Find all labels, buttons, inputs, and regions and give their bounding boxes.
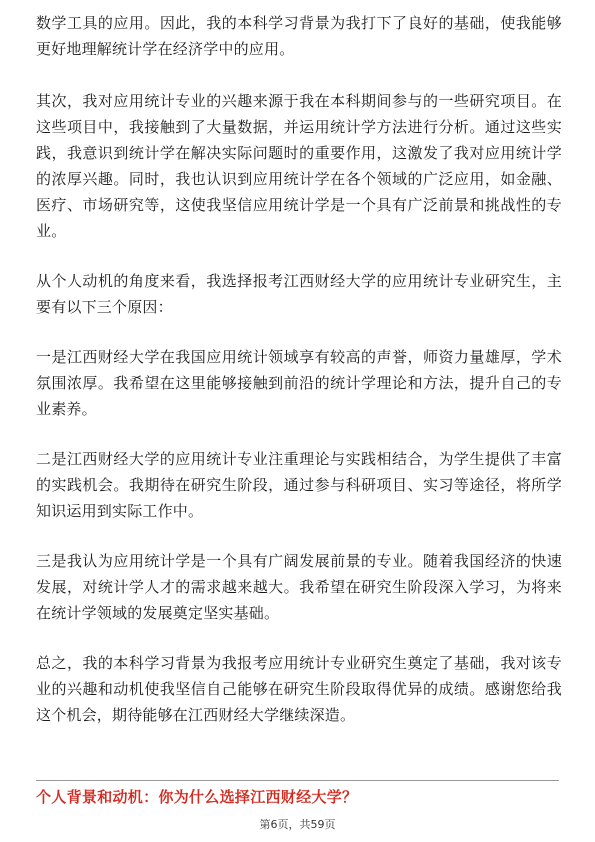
paragraph-background-conclusion: 数学工具的应用。因此，我的本科学习背景为我打下了良好的基础，使我能够更好地理解统计学在经济学中的应用。 [36,14,562,58]
paragraph-reason-one: 一是江西财经大学在我国应用统计领域享有较高的声誉，师资力量雄厚，学术氛围浓厚。我希望在这里能够接触到前沿的统计学理论和方法，提升自己的专业素养。 [36,348,562,418]
section-divider [36,780,559,781]
next-section-heading: 个人背景和动机：你为什么选择江西财经大学？ [36,788,358,806]
body-text [36,10,562,752]
paragraph-reason-three: 三是我认为应用统计学是一个具有广阔发展前景的专业。随着我国经济的快速发展，对统计学人才的需求越来越大。我希望在研究生阶段深入学习，为将来在统计学领域的发展奠定坚实基础。 [36,552,562,622]
paragraph-summary: 总之，我的本科学习背景为我报考应用统计专业研究生奠定了基础，我对该专业的兴趣和动机使我坚信自己能够在研究生阶段取得优异的成绩。感谢您给我这个机会，期待能够在江西财经大学继续深造。 [36,654,562,724]
paragraph-motivation-intro: 从个人动机的角度来看，我选择报考江西财经大学的应用统计专业研究生，主要有以下三个原因： [36,272,562,316]
page-number: 第6页，共59页 [259,818,336,831]
paragraph-research-interest: 其次，我对应用统计专业的兴趣来源于我在本科期间参与的一些研究项目。在这些项目中，我接触到了大量数据，并运用统计学方法进行分析。通过这些实践，我意识到统计学在解决实际问题时的重要作用，这激发了我对应用统计学的浓厚兴趣。同时，我也认识到应用统计学在各个领域的广泛应用，如金融、医疗、市场研究等，这使我坚信应用统计学是一个具有广泛前景和挑战性的专业。 [36,92,562,240]
paragraph-reason-two: 二是江西财经大学的应用统计专业注重理论与实践相结合，为学生提供了丰富的实践机会。我期待在研究生阶段，通过参与科研项目、实习等途径，将所学知识运用到实际工作中。 [36,450,562,520]
